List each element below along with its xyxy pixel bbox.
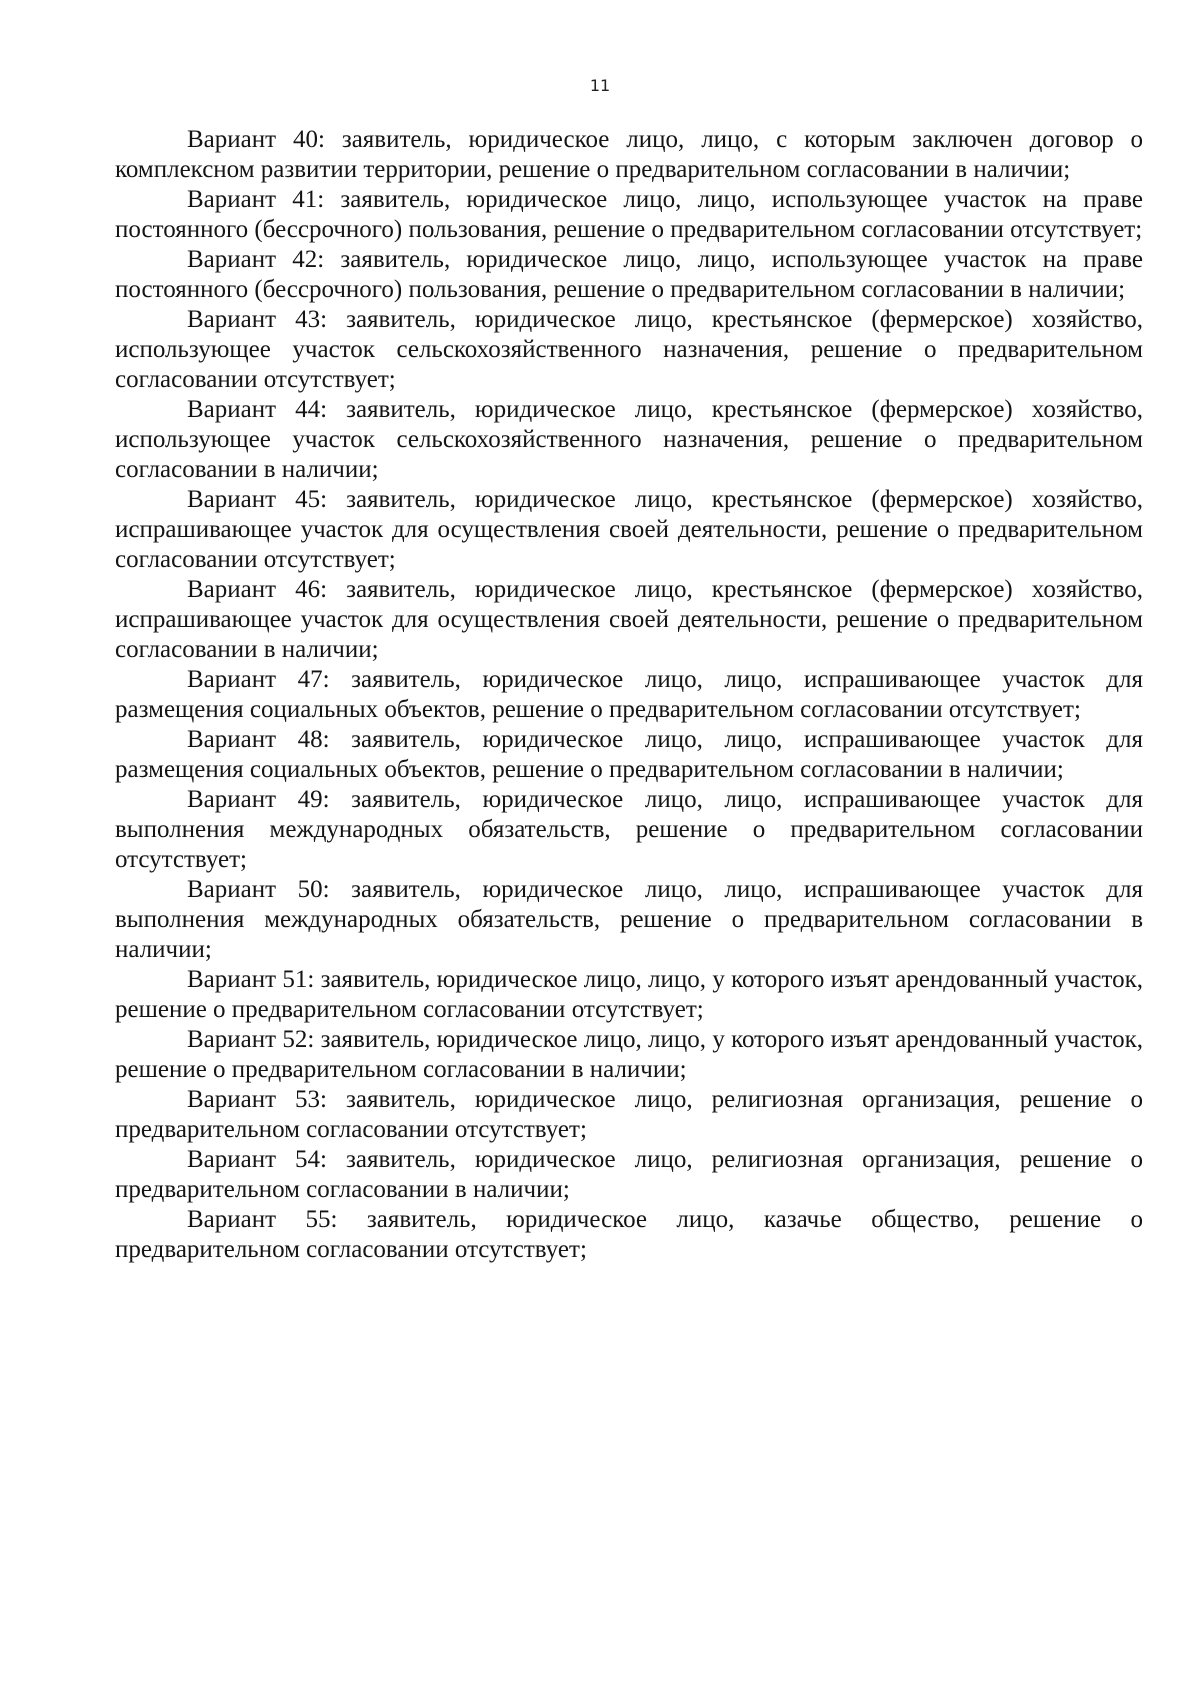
paragraph-variant-44: Вариант 44: заявитель, юридическое лицо, крестьянское (фермерское) хозяйство, использующее участок сельскохозяйственного назначения, решение о предварительном согласовании в наличии; [115, 396, 1143, 483]
paragraph-variant-41: Вариант 41: заявитель, юридическое лицо, лицо, использующее участок на праве постоянного (бессрочного) пользования, решение о предварительном согласовании отсутствует; [115, 186, 1143, 243]
paragraph-variant-52: Вариант 52: заявитель, юридическое лицо, лицо, у которого изъят арендованный участок, решение о предварительном согласовании в наличии; [115, 1026, 1143, 1083]
document-body [115, 125, 1143, 1265]
paragraph-variant-48: Вариант 48: заявитель, юридическое лицо, лицо, испрашивающее участок для размещения социальных объектов, решение о предварительном согласовании в наличии; [115, 726, 1143, 783]
page-number: 11 [589, 76, 611, 95]
paragraph-variant-55: Вариант 55: заявитель, юридическое лицо, казачье общество, решение о предварительном согласовании отсутствует; [115, 1206, 1143, 1263]
paragraph-variant-40: Вариант 40: заявитель, юридическое лицо, лицо, с которым заключен договор о комплексном развитии территории, решение о предварительном согласовании в наличии; [115, 126, 1143, 183]
paragraph-variant-50: Вариант 50: заявитель, юридическое лицо, лицо, испрашивающее участок для выполнения международных обязательств, решение о предварительном согласовании в наличии; [115, 876, 1143, 963]
paragraph-variant-47: Вариант 47: заявитель, юридическое лицо, лицо, испрашивающее участок для размещения социальных объектов, решение о предварительном согласовании отсутствует; [115, 666, 1143, 723]
paragraph-variant-46: Вариант 46: заявитель, юридическое лицо, крестьянское (фермерское) хозяйство, испрашивающее участок для осуществления своей деятельности, решение о предварительном согласовании в наличии; [115, 576, 1143, 663]
paragraph-variant-53: Вариант 53: заявитель, юридическое лицо, религиозная организация, решение о предварительном согласовании отсутствует; [115, 1086, 1143, 1143]
paragraph-variant-54: Вариант 54: заявитель, юридическое лицо, религиозная организация, решение о предварительном согласовании в наличии; [115, 1146, 1143, 1203]
paragraph-variant-43: Вариант 43: заявитель, юридическое лицо, крестьянское (фермерское) хозяйство, использующее участок сельскохозяйственного назначения, решение о предварительном согласовании отсутствует; [115, 306, 1143, 393]
paragraph-variant-45: Вариант 45: заявитель, юридическое лицо, крестьянское (фермерское) хозяйство, испрашивающее участок для осуществления своей деятельности, решение о предварительном согласовании отсутствует; [115, 486, 1143, 573]
paragraph-variant-51: Вариант 51: заявитель, юридическое лицо, лицо, у которого изъят арендованный участок, решение о предварительном согласовании отсутствует; [115, 966, 1143, 1023]
paragraph-variant-42: Вариант 42: заявитель, юридическое лицо, лицо, использующее участок на праве постоянного (бессрочного) пользования, решение о предварительном согласовании в наличии; [115, 246, 1143, 303]
paragraph-variant-49: Вариант 49: заявитель, юридическое лицо, лицо, испрашивающее участок для выполнения международных обязательств, решение о предварительном согласовании отсутствует; [115, 786, 1143, 873]
